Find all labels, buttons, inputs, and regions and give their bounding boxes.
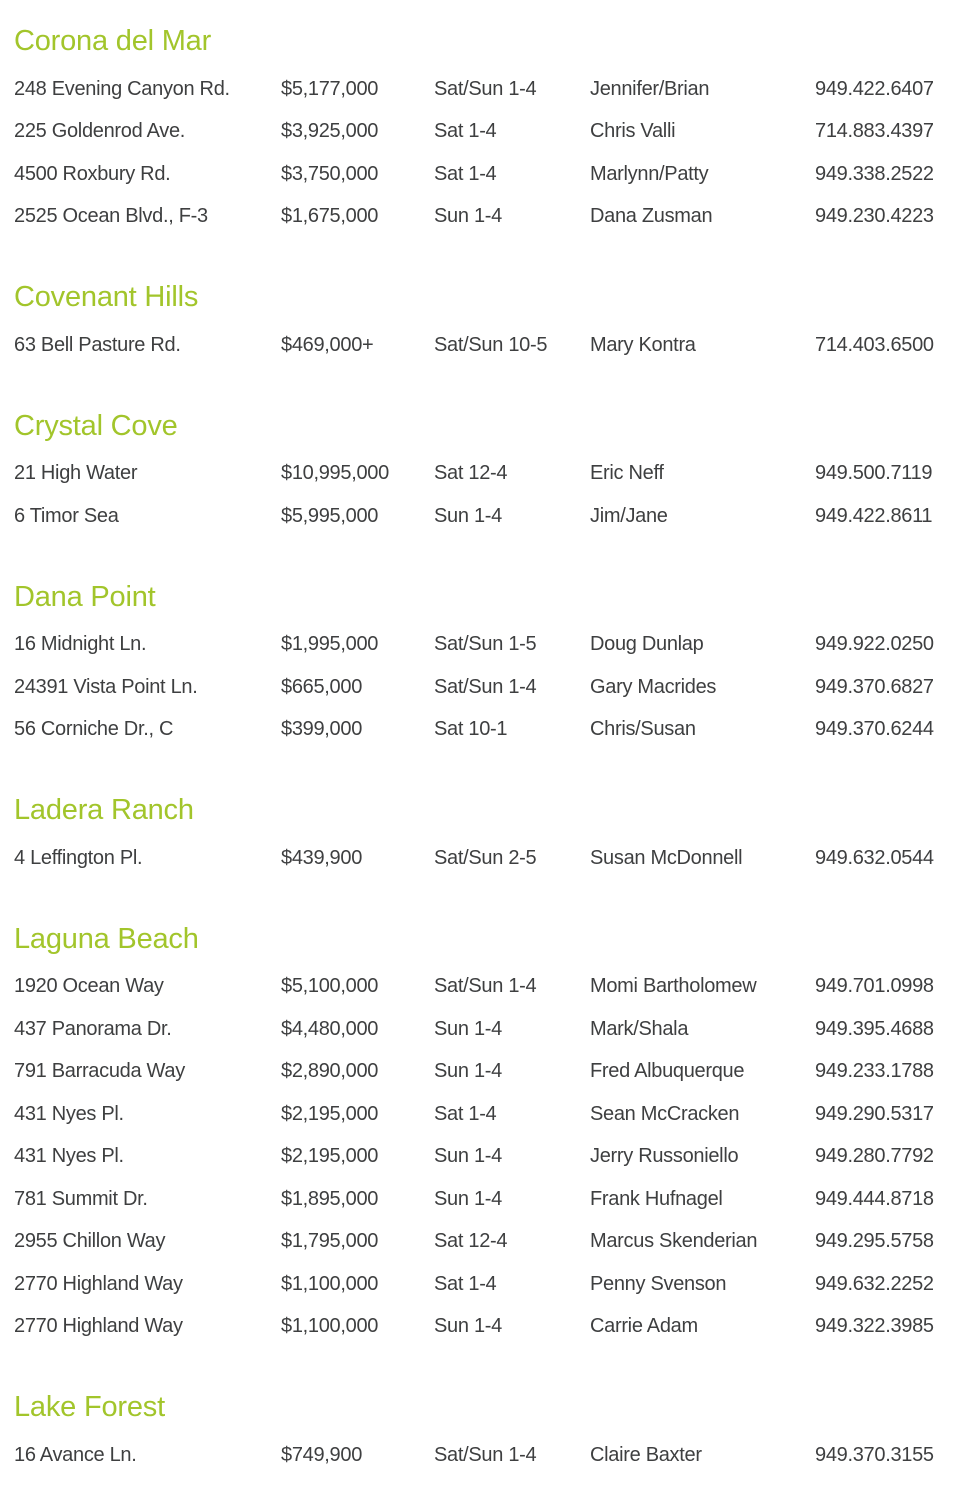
listing-agent: Carrie Adam [590,1315,698,1338]
section-title: Laguna Beach [14,922,199,955]
listing-price: $5,995,000 [281,504,379,527]
listing-open-time: Sat 12-4 [434,462,508,485]
listing-phone: 714.403.6500 [815,333,934,356]
listing-price: $2,890,000 [281,1060,379,1083]
listing-open-time: Sat/Sun 1-4 [434,1443,537,1466]
listing-open-time: Sun 1-4 [434,1187,502,1210]
listing-row [14,196,958,239]
listing-row [14,68,958,111]
listing-address: 781 Summit Dr. [14,1187,148,1210]
listing-address: 2525 Ocean Blvd., F-3 [14,205,208,228]
listing-phone: 949.322.3985 [815,1315,934,1338]
listing-open-time: Sun 1-4 [434,205,502,228]
listing-price: $1,995,000 [281,633,379,656]
listing-agent: Chris Valli [590,120,676,143]
listing-price: $5,100,000 [281,975,379,998]
listing-price: $469,000+ [281,333,374,356]
listing-address: 437 Panorama Dr. [14,1017,172,1040]
listing-price: $3,750,000 [281,162,379,185]
listing-price: $1,675,000 [281,205,379,228]
section-covenant-hills [14,278,958,367]
listing-row [14,1136,958,1179]
section-title: Dana Point [14,580,156,613]
listing-open-time: Sun 1-4 [434,1315,502,1338]
listing-row [14,111,958,154]
listing-open-time: Sat/Sun 10-5 [434,333,548,356]
listing-open-time: Sat/Sun 1-4 [434,77,537,100]
listing-price: $2,195,000 [281,1102,379,1125]
listing-row [14,495,958,538]
listing-address: 791 Barracuda Way [14,1060,185,1083]
listing-row [14,837,958,880]
listing-address: 6 Timor Sea [14,504,119,527]
listing-row [14,1008,958,1051]
listing-phone: 949.230.4223 [815,205,934,228]
listing-phone: 949.280.7792 [815,1145,934,1168]
listing-row [14,453,958,496]
section-crystal-cove [14,407,958,538]
listing-price: $749,900 [281,1443,363,1466]
listing-address: 63 Bell Pasture Rd. [14,333,181,356]
listing-agent: Eric Neff [590,462,664,485]
listing-phone: 949.632.0544 [815,846,934,869]
listing-address: 431 Nyes Pl. [14,1102,124,1125]
listing-phone: 949.422.6407 [815,77,934,100]
listing-phone: 714.883.4397 [815,120,934,143]
listing-phone: 949.233.1788 [815,1060,934,1083]
listing-open-time: Sat 1-4 [434,1272,497,1295]
section-lake-forest [14,1388,958,1477]
listing-address: 24391 Vista Point Ln. [14,675,198,698]
listing-agent: Dana Zusman [590,205,713,228]
listing-address: 225 Goldenrod Ave. [14,120,186,143]
section-title: Covenant Hills [14,281,199,313]
listing-open-time: Sat 12-4 [434,1230,508,1253]
listing-price: $665,000 [281,675,363,698]
listing-row [14,1178,958,1221]
listing-address: 16 Midnight Ln. [14,633,147,656]
listing-phone: 949.395.4688 [815,1017,934,1040]
listing-row [14,709,958,752]
listing-agent: Claire Baxter [590,1443,702,1466]
listing-row [14,624,958,667]
listing-agent: Marlynn/Patty [590,162,709,185]
listing-agent: Mary Kontra [590,333,696,356]
section-ladera-ranch [14,791,958,880]
listing-phone: 949.370.6827 [815,675,934,698]
listing-address: 21 High Water [14,462,138,485]
listing-agent: Penny Svenson [590,1272,727,1295]
section-title: Crystal Cove [14,409,178,442]
listing-address: 56 Corniche Dr., C [14,718,174,741]
listing-row [14,153,958,196]
listing-open-time: Sat 10-1 [434,718,508,741]
listing-agent: Fred Albuquerque [590,1060,745,1083]
listing-agent: Frank Hufnagel [590,1187,723,1210]
listing-row [14,324,958,367]
section-dana-point [14,578,958,752]
listing-open-time: Sun 1-4 [434,1145,502,1168]
listing-address: 248 Evening Canyon Rd. [14,77,230,100]
listing-address: 1920 Ocean Way [14,975,164,998]
listing-row [14,1051,958,1094]
listing-price: $3,925,000 [281,120,379,143]
listing-agent: Jennifer/Brian [590,77,710,100]
listing-price: $2,195,000 [281,1145,379,1168]
listing-open-time: Sun 1-4 [434,1017,502,1040]
listing-price: $439,900 [281,846,363,869]
listing-address: 431 Nyes Pl. [14,1145,124,1168]
listing-agent: Susan McDonnell [590,846,743,869]
listing-agent: Sean McCracken [590,1102,740,1125]
listing-price: $5,177,000 [281,77,379,100]
listing-agent: Mark/Shala [590,1017,689,1040]
listing-open-time: Sat/Sun 1-5 [434,633,537,656]
listing-phone: 949.370.3155 [815,1443,934,1466]
listing-phone: 949.500.7119 [815,462,933,485]
section-title: Lake Forest [14,1391,165,1423]
listing-address: 16 Avance Ln. [14,1443,137,1466]
listing-price: $1,100,000 [281,1272,379,1295]
listing-open-time: Sun 1-4 [434,504,502,527]
listing-phone: 949.701.0998 [815,975,934,998]
listing-price: $10,995,000 [281,462,389,485]
listing-row [14,666,958,709]
listing-open-time: Sat 1-4 [434,162,497,185]
listing-agent: Marcus Skenderian [590,1230,758,1253]
listing-phone: 949.338.2522 [815,162,934,185]
listing-agent: Gary Macrides [590,675,717,698]
listing-phone: 949.370.6244 [815,718,934,741]
listing-address: 4 Leffington Pl. [14,846,143,869]
listing-address: 2955 Chillon Way [14,1230,166,1253]
listing-price: $1,795,000 [281,1230,379,1253]
listing-open-time: Sat/Sun 2-5 [434,846,537,869]
section-title: Corona del Mar [14,25,212,57]
listing-open-time: Sat/Sun 1-4 [434,675,537,698]
listing-agent: Momi Bartholomew [590,975,757,998]
listing-row [14,1093,958,1136]
listing-price: $4,480,000 [281,1017,379,1040]
listing-price: $1,100,000 [281,1315,379,1338]
listing-open-time: Sat 1-4 [434,120,497,143]
listing-agent: Chris/Susan [590,718,696,741]
listing-row [14,1221,958,1264]
listing-row [14,1434,958,1477]
listing-row [14,966,958,1009]
listing-price: $1,895,000 [281,1187,379,1210]
listing-phone: 949.290.5317 [815,1102,934,1125]
listing-agent: Jim/Jane [590,504,668,527]
section-title: Ladera Ranch [14,794,194,826]
listing-address: 2770 Highland Way [14,1272,183,1295]
listing-phone: 949.444.8718 [815,1187,934,1210]
listing-price: $399,000 [281,718,363,741]
listing-phone: 949.632.2252 [815,1272,934,1295]
listing-open-time: Sat 1-4 [434,1102,497,1125]
listing-row [14,1263,958,1306]
listing-phone: 949.922.0250 [815,633,934,656]
listing-agent: Doug Dunlap [590,633,704,656]
listing-address: 2770 Highland Way [14,1315,183,1338]
listing-phone: 949.295.5758 [815,1230,934,1253]
listing-row [14,1306,958,1349]
listing-agent: Jerry Russoniello [590,1145,739,1168]
listing-open-time: Sat/Sun 1-4 [434,975,537,998]
listing-open-time: Sun 1-4 [434,1060,502,1083]
listing-address: 4500 Roxbury Rd. [14,162,171,185]
section-laguna-beach [14,920,958,1349]
section-corona-del-mar [14,22,958,238]
listing-phone: 949.422.8611 [815,504,933,527]
